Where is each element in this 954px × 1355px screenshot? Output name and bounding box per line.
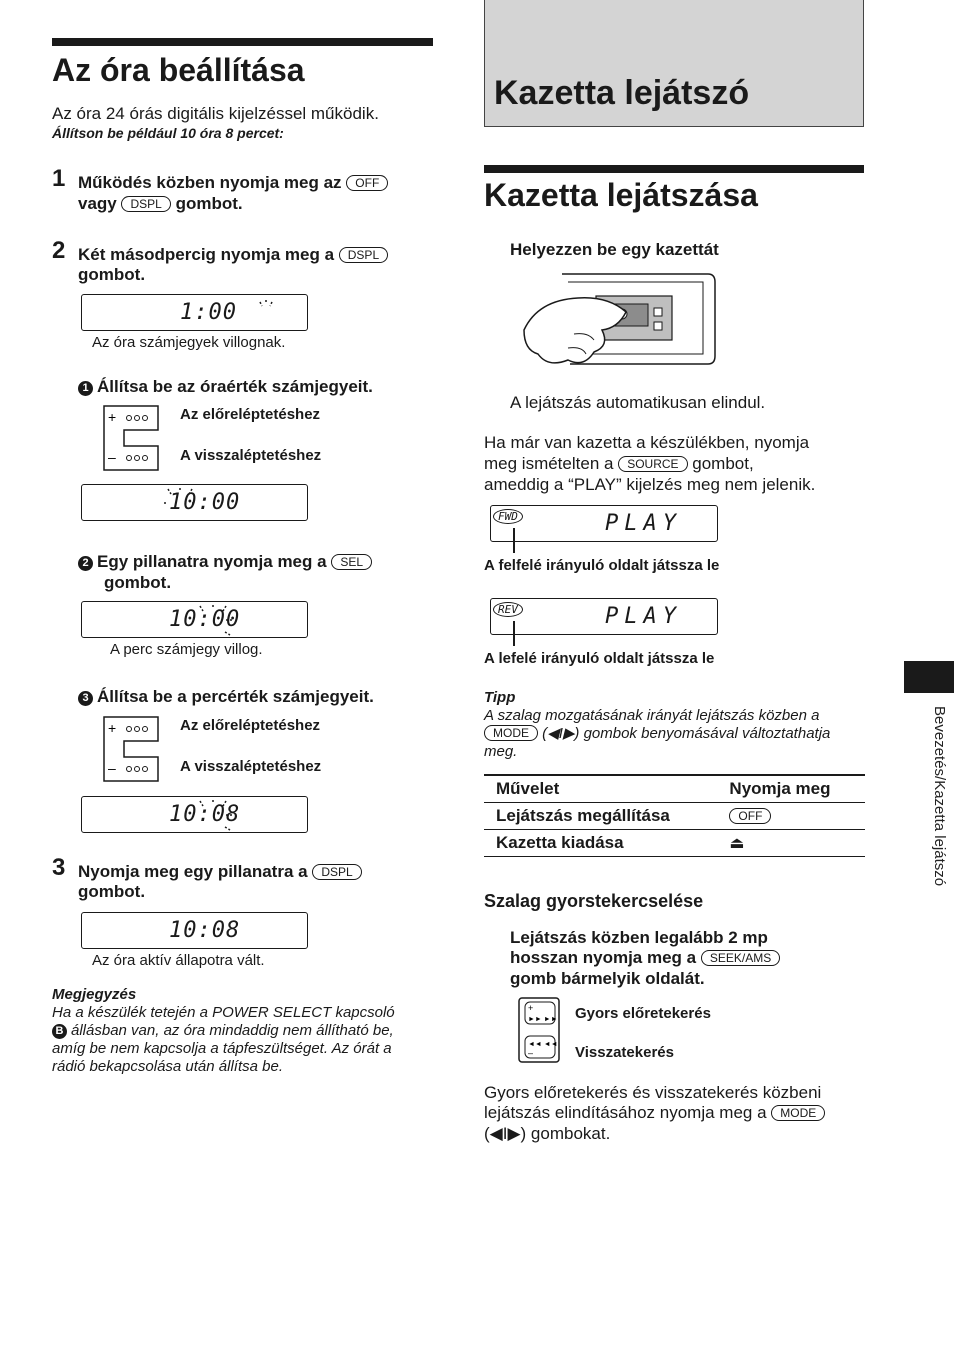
rocker-plus-label: Az előreléptetéshez [180, 406, 321, 423]
lcd-caption: A perc számjegy villog. [110, 641, 263, 658]
intro-example: Állítson be például 10 óra 8 percet: [52, 125, 284, 141]
blink-icon [162, 487, 198, 519]
svg-text:+: + [108, 409, 117, 425]
source-paragraph-line1: Ha már van kazetta a készülékben, nyomja [484, 433, 810, 452]
cassette-insert-illustration [518, 268, 718, 376]
operations-table [484, 774, 865, 857]
off-button-label: OFF [729, 808, 771, 824]
svg-text:◄◄ ◄◄: ◄◄ ◄◄ [528, 1041, 558, 1048]
leader-line [513, 528, 515, 553]
note-line4: rádió bekapcsolása után állítsa be. [52, 1058, 283, 1075]
table-header-cell: Nyomja meg [717, 775, 865, 803]
svg-text:–: – [528, 1048, 534, 1058]
rocker-plus-label: Az előreléptetéshez [180, 717, 321, 734]
eject-icon: ⏏ [717, 830, 865, 857]
lcd-display: 1:00 [81, 294, 308, 331]
mode-button-label: MODE [484, 725, 538, 741]
lcd-display: 10:00 [81, 601, 308, 638]
table-row [484, 830, 865, 857]
step2-line2: gombot. [78, 265, 146, 284]
step3-line2: gombot. [78, 882, 146, 901]
svg-text:+: + [108, 720, 117, 736]
svg-text:►► ►►: ►► ►► [528, 1016, 558, 1023]
table-row [484, 803, 865, 830]
note-heading: Megjegyzés [52, 986, 137, 1003]
step1-line2: vagy DSPL gombot. [78, 194, 243, 213]
blink-icon [192, 799, 234, 831]
blink-icon [252, 298, 282, 328]
fast-forward-label: Gyors előretekerés [575, 1005, 711, 1022]
lcd-display: 10:08 [81, 912, 308, 949]
lcd-display: 10:00 [81, 484, 308, 521]
intro-text: Az óra 24 órás digitális kijelzéssel működik. [52, 104, 379, 123]
substep-2-line2: gombot. [104, 573, 172, 592]
table-header-cell: Művelet [484, 775, 717, 803]
lcd-display-forward: FWD PLAY [490, 505, 718, 542]
substep-2-line1: 2 Egy pillanatra nyomja meg a SEL [78, 552, 372, 572]
side-tab-label: Bevezetés/Kazetta lejátszó [931, 706, 948, 887]
fast-wind-line1: Lejátszás közben legalább 2 mp [510, 928, 768, 947]
lcd-reverse-caption: A lefelé irányuló oldalt játssza le [484, 650, 715, 667]
tip-line2: MODE (◀I▶) gombok benyomásával változtathatja [484, 725, 830, 743]
seek-ams-button-label: SEEK/AMS [701, 950, 780, 966]
fast-wind-line3: gomb bármelyik oldalát. [510, 969, 705, 988]
final-line1: Gyors előretekerés és visszatekerés közbeni [484, 1083, 822, 1102]
table-cell: Lejátszás megállítása [484, 803, 717, 830]
note-line1: Ha a készülék tetején a POWER SELECT kapcsoló [52, 1004, 395, 1021]
step1-line1: Működés közben nyomja meg az OFF [78, 173, 388, 193]
chapter-tab-marker [904, 661, 954, 693]
source-paragraph-line2: meg ismételten a SOURCE gombot, [484, 454, 754, 473]
section-rule [484, 165, 864, 173]
fast-wind-line2: hosszan nyomja meg a SEEK/AMS [510, 948, 780, 968]
note-line2: B állásban van, az óra mindaddig nem állítható be, [52, 1022, 394, 1040]
rocker-button-icon [102, 404, 162, 472]
rocker-minus-label: A visszaléptetéshez [180, 447, 322, 464]
sel-button-label: SEL [331, 554, 372, 570]
step-number: 1 [52, 165, 66, 192]
insert-heading: Helyezzen be egy kazettát [510, 240, 719, 259]
lcd-caption: Az óra számjegyek villognak. [92, 334, 286, 351]
step3-line1: Nyomja meg egy pillanatra a DSPL [78, 862, 362, 882]
seek-rocker-icon [517, 996, 561, 1064]
off-button-label: OFF [346, 175, 388, 191]
mode-button-label: MODE [771, 1105, 825, 1121]
leader-line [513, 621, 515, 646]
page-title: Az óra beállítása [52, 52, 305, 88]
source-button-label: SOURCE [618, 456, 687, 472]
substep-1: 1 Állítsa be az óraérték számjegyeit. [78, 377, 373, 397]
tip-line3: meg. [484, 743, 518, 760]
dspl-button-label: DSPL [339, 247, 388, 263]
table-cell: Kazetta kiadása [484, 830, 717, 857]
rewind-label: Visszatekerés [575, 1044, 674, 1061]
lcd-forward-caption: A felfelé irányuló oldalt játssza le [484, 557, 720, 574]
fast-wind-heading: Szalag gyorstekercselése [484, 891, 704, 911]
fwd-indicator: FWD [493, 509, 523, 524]
blink-icon [192, 604, 234, 636]
step2-line1: Két másodpercig nyomja meg a DSPL [78, 245, 388, 265]
auto-play-text: A lejátszás automatikusan elindul. [510, 393, 766, 412]
note-line3: amíg be nem kapcsolja a tápfeszültséget. Az órát a [52, 1040, 392, 1057]
dspl-button-label: DSPL [121, 196, 170, 212]
dspl-button-label: DSPL [312, 864, 361, 880]
section-rule [52, 38, 433, 46]
tip-line1: A szalag mozgatásának irányát lejátszás közben a [484, 707, 820, 724]
table-header-row [484, 775, 865, 803]
tip-heading: Tipp [484, 689, 516, 706]
final-line3: (◀I▶) gombokat. [484, 1124, 611, 1143]
position-b-badge: B [52, 1024, 67, 1039]
rev-indicator: REV [493, 602, 523, 617]
chapter-title: Kazetta lejátszó [494, 74, 750, 112]
substep-3: 3 Állítsa be a percérték számjegyeit. [78, 687, 374, 707]
svg-text:–: – [108, 449, 116, 465]
final-line2: lejátszás elindításához nyomja meg a MODE [484, 1103, 825, 1123]
lcd-display-reverse: REV PLAY [490, 598, 718, 635]
lcd-caption: Az óra aktív állapotra vált. [92, 952, 265, 969]
svg-text:–: – [108, 760, 116, 776]
chapter-title-box [484, 0, 864, 127]
rocker-button-icon [102, 715, 162, 783]
lcd-display: 10:08 [81, 796, 308, 833]
step-number: 2 [52, 237, 66, 264]
section-title: Kazetta lejátszása [484, 177, 758, 213]
rocker-minus-label: A visszaléptetéshez [180, 758, 322, 775]
svg-text:+: + [528, 1003, 534, 1013]
source-paragraph-line3: ameddig a “PLAY” kijelzés meg nem jelenik. [484, 475, 816, 494]
step-number: 3 [52, 854, 66, 881]
table-cell [717, 803, 865, 830]
